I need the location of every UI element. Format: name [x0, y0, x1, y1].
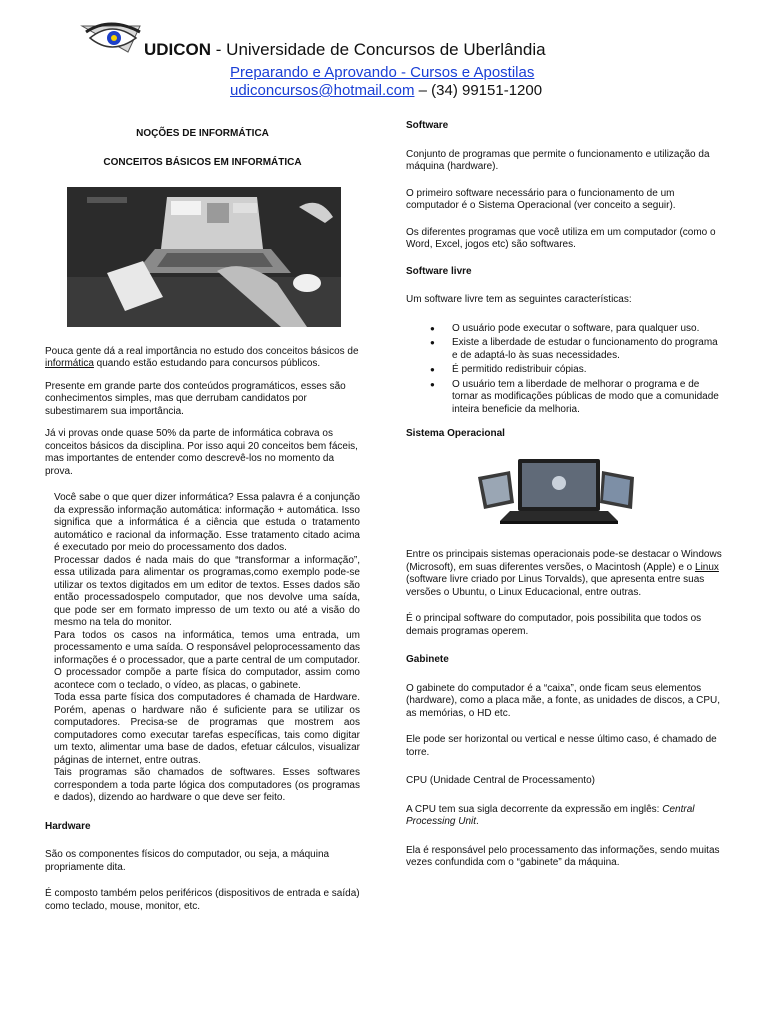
list-item: ● É permitido redistribuir cópias. — [452, 364, 724, 377]
para-software-2: O primeiro software necessário para o funcionamento de um computador é o Sistema Operacional (ver conceito a seguir). — [406, 187, 676, 211]
para-hardware-1: São os componentes físicos do computador, ou seja, a máquina propriamente dita. — [45, 849, 330, 873]
para-intro-b: quando estão estudando para concursos públicos. — [93, 358, 321, 369]
para-cpu-2: Ela é responsável pelo processamento das informações, sendo muitas vezes confundida com o “gabinete” da máquina. — [406, 844, 720, 868]
para-so-1-b: (software livre criado por Linus Torvalds), que apresenta entre suas versões o Ubuntu, o Linux Educacional, entre outras. — [406, 574, 705, 598]
header-email-link[interactable]: udiconcursos@hotmail.com — [230, 82, 415, 99]
header-brand-rest: - Universidade de Concursos de Uberlândia — [211, 40, 546, 59]
para-o-que-e: Você sabe o que quer dizer informática? Essa palavra é a conjunção da expressão informação automática: informação + automática. Isso significa que a informática é a ciência que estuda o tratamento automático e racional da informação. Esse tratamento citado acima é executado por meio do processamento dos dados. — [54, 492, 360, 553]
para-softwares-def: Tais programas são chamados de softwares. Esses softwares correspondem a toda parte lógica dos computadores (os programas e dados), dizendo ao hardware o que deve ser feito. — [54, 767, 360, 803]
heading-hardware: Hardware — [45, 820, 91, 832]
para-cpu-1-em: Central Processing Unit — [406, 803, 695, 827]
list-item: ● O usuário tem a liberdade de melhorar o programa e de tornar as modificações públicas de modo que a comunidade inteira beneficie da melhoria. — [452, 379, 724, 417]
para-cpu-1-b: . — [476, 816, 479, 827]
informatica-block — [45, 492, 360, 805]
para-cpu-1 — [406, 804, 724, 829]
header-title — [144, 40, 546, 60]
para-entrada-saida: Para todos os casos na informática, temos uma entrada, um processamento e uma saída. O responsável peloprocessamento das informações é o processador, que a parte central de um computador. O processador compõe a parte física do computador, assim como acontece com o teclado, o vídeo, as placas, o gabinete. — [54, 629, 360, 691]
header-phone: – (34) 99151-1200 — [414, 82, 543, 99]
page-header — [0, 0, 768, 110]
header-brand: UDICON — [144, 40, 212, 59]
left-column — [45, 120, 360, 923]
para-so-1 — [406, 549, 724, 599]
para-processar: Processar dados é nada mais do que “transformar a informação”, essa utilizada para alimentar os programas,como exemplo pode-se utilizar os textos digitados em um editor de textos. Esses dados são então processadospelo computador, que nos devolve uma saída, que pode ser em formato impresso de um texto ou até a visão do mesmo na tela do monitor. — [54, 554, 360, 628]
list-item: ● O usuário pode executar o software, para qualquer uso. — [452, 323, 724, 336]
header-tagline-link[interactable]: Preparando e Aprovando - Cursos e Apostilas — [230, 64, 535, 81]
para-provas: Já vi provas onde quase 50% da parte de informática cobrava os conceitos básicos da disciplina. Por isso aqui 20 conceitos bem fáceis, mas importantes de entender como descrevê-los no momento da prova. — [45, 428, 358, 477]
para-so-1-a: Entre os principais sistemas operacionais pode-se destacar o Windows (Microsoft), em suas diferentes versões, o Macintosh (Apple) e o — [406, 549, 722, 573]
para-conteudos: Presente em grande parte dos conteúdos programáticos, esses são conhecimentos simples, mas que derrubam candidatos por subestimarem sua importância. — [45, 380, 346, 417]
heading-gabinete: Gabinete — [406, 654, 449, 665]
header-contact — [230, 82, 542, 99]
heading-software: Software — [406, 120, 449, 131]
para-software-3: Os diferentes programas que você utiliza em um computador (como o Word, Excel, jogos etc) são softwares. — [406, 226, 716, 250]
para-gabinete-2: Ele pode ser horizontal ou vertical e nesse último caso, é chamado de torre. — [406, 734, 717, 758]
para-intro — [45, 346, 360, 371]
title-conceitos: CONCEITOS BÁSICOS EM INFORMÁTICA — [103, 156, 302, 168]
eye-logo-icon — [80, 22, 146, 62]
para-intro-a: Pouca gente dá a real importância no estudo dos conceitos básicos de — [45, 345, 359, 357]
linux-link[interactable]: Linux — [695, 561, 719, 573]
laptops-image — [474, 451, 644, 533]
para-hardware-def: Toda essa parte física dos computadores é chamada de Hardware. Porém, apenas o hardware não é suficiente para se utilizar os computadores. Precisa-se de programas que mostrem aos computadores como executar tarefas específicas, tais como digitar um texto, alimentar uma base de dados, efetuar cálculos, visualizar páginas de internet, entre outras. — [54, 692, 360, 766]
livre-bullet-list — [406, 323, 724, 417]
para-livre-intro: Um software livre tem as seguintes características: — [406, 294, 632, 305]
heading-sistema-operacional: Sistema Operacional — [406, 428, 505, 439]
title-nocoes: NOÇÕES DE INFORMÁTICA — [136, 128, 269, 139]
right-column — [406, 120, 724, 880]
para-software-1: Conjunto de programas que permite o funcionamento e utilização da máquina (hardware). — [406, 148, 710, 172]
para-cpu-1-a: A CPU tem sua sigla decorrente da expressão em inglês: — [406, 803, 663, 815]
heading-software-livre: Software livre — [406, 265, 472, 277]
list-item: ● Existe a liberdade de estudar o funcionamento do programa e de adaptá-lo às suas necessidades. — [452, 337, 724, 362]
para-hardware-2: É composto também pelos periféricos (dispositivos de entrada e saída) como teclado, mouse, monitor, etc. — [45, 888, 360, 912]
informatica-link[interactable]: informática — [45, 358, 94, 369]
para-so-2: É o principal software do computador, pois possibilita que todos os demais programas operem. — [406, 613, 702, 637]
para-gabinete-1: O gabinete do computador é a “caixa”, onde ficam seus elementos (hardware), como a placa mãe, a fonte, as unidades de discos, a CPU, as memórias, o HD etc. — [406, 682, 721, 719]
laptop-photo — [67, 187, 341, 327]
para-cpu-title: CPU (Unidade Central de Processamento) — [406, 775, 595, 786]
